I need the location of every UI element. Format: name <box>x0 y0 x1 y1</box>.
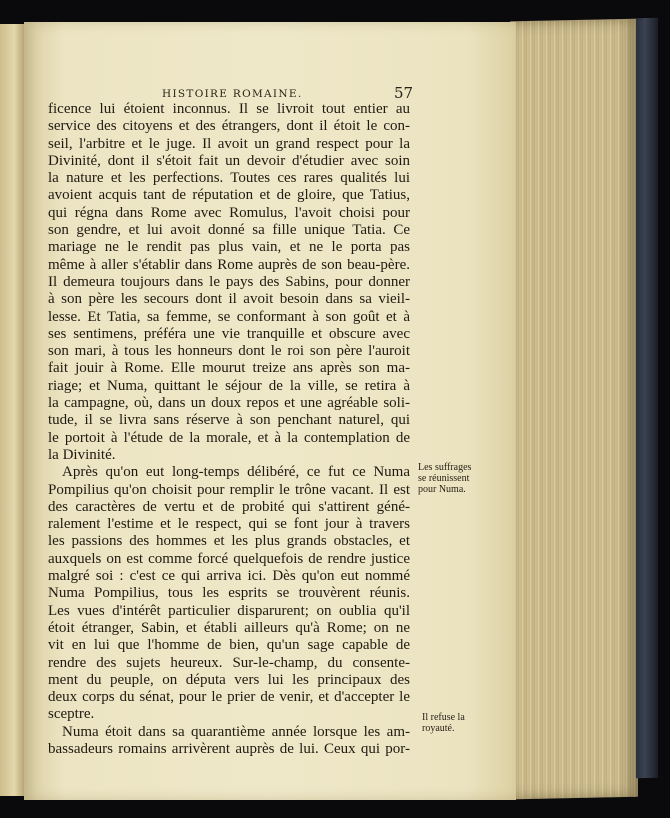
text-line: fait jouir à Rome. Elle mourut treize ans après son ma- <box>48 360 410 377</box>
text-line: sceptre. <box>48 706 95 723</box>
text-line: qui régna dans Rome avec Romulus, l'avoit choisi pour <box>48 204 410 221</box>
text-line: ficence lui étoient inconnus. Il se livroit tout entier au <box>48 101 410 117</box>
text-line: seil, l'arbitre et le juge. Il avoit un grand respect pour la <box>48 135 410 152</box>
text-line: à son père les secours dont il avoit besoin dans sa vieil- <box>48 291 410 308</box>
paragraph-2 <box>48 464 410 723</box>
text-line: ment du peuple, on députa vers lui les principaux des <box>48 671 410 688</box>
text-line: Numa Pompilius, tous les esprits se trouvèrent réunis. <box>48 585 410 602</box>
margin-note-line: se réunissent <box>418 473 470 484</box>
text-line: des caractères de vertu et de probité qui s'attirent géné- <box>48 498 410 515</box>
text-line: la campagne, où, dans un doux repos et une agréable soli- <box>48 395 410 412</box>
text-line: service des citoyens et des étrangers, dont il étoit le con- <box>48 118 410 135</box>
body-text <box>48 101 410 758</box>
margin-note-refuse <box>422 712 482 734</box>
text-line: Divinité, dont il s'étoit fait un devoir d'étudier avec soin <box>48 152 410 169</box>
text-line: rendre des sujets heureux. Sur-le-champ, du consente- <box>48 654 410 671</box>
text-line: Après qu'on eut long-temps délibéré, ce fut ce Numa <box>62 464 410 481</box>
text-line: la Divinité. <box>48 446 116 463</box>
text-line: lesse. Et Tatia, sa femme, se conformant à son goût et à <box>48 308 410 325</box>
text-line: avoient acquis tant de réputation et de gloire, que Tatius, <box>48 187 410 204</box>
book-cover-edge <box>636 18 658 778</box>
left-page-edge <box>0 24 25 796</box>
text-line: Les vues d'intérêt particulier disparurent; on oublia qu'il <box>48 602 410 619</box>
text-line: Numa étoit dans sa quarantième année lorsque les am- <box>62 723 410 740</box>
text-line: Pompilius qu'on choisit pour remplir le trône vacant. Il est <box>48 481 410 498</box>
text-line: bassadeurs romains arrivèrent auprès de lui. Ceux qui por- <box>48 740 410 757</box>
text-line: son mari, à tous les honneurs dont le roi son père l'auroit <box>48 343 410 360</box>
text-line: étoit étranger, Sabin, et établi ailleurs qu'à Rome; on ne <box>48 619 410 636</box>
page-block-edges <box>510 19 638 800</box>
margin-note-suffrages <box>418 462 480 495</box>
margin-note-line: pour Numa. <box>418 484 466 495</box>
margin-note-line: Il refuse la <box>422 712 465 723</box>
page-number: 57 <box>394 84 414 102</box>
text-line: auxquels on est comme forcé quelquefois de rendre justice <box>48 550 410 567</box>
text-line: ralement l'estime et le respect, qui se font jour à travers <box>48 516 410 533</box>
text-line: la nature et les perfections. Toutes ces rares qualités lui <box>48 170 410 187</box>
paragraph-3 <box>48 724 410 759</box>
text-line: tude, il se livra sans réserve à son penchant naturel, qui <box>48 412 410 429</box>
text-line: riage; et Numa, quittant le séjour de la ville, se retira à <box>48 377 410 394</box>
margin-note-line: Les suffrages <box>418 462 472 473</box>
text-line: Il demeura toujours dans le pays des Sabins, pour donner <box>48 273 410 290</box>
margin-note-line: royauté. <box>422 723 455 734</box>
running-title: HISTOIRE ROMAINE. <box>162 88 303 100</box>
text-line: même à aller s'établir dans Rome auprès de son beau-père. <box>48 256 410 273</box>
text-line: deux corps du sénat, pour le prier de venir, et d'accepter le <box>48 689 410 706</box>
text-line: ses sentimens, préféra une vie tranquille et obscure avec <box>48 325 410 342</box>
book-page <box>24 22 516 800</box>
text-line: mariage ne le rendit pas plus vain, et ne le porta pas <box>48 239 410 256</box>
text-line: les passions des hommes et les plus grands obstacles, et <box>48 533 410 550</box>
text-line: son gendre, et lui avoit donné sa fille unique Tatia. Ce <box>48 222 410 239</box>
text-line: malgré soi : c'est ce qui arriva ici. Dès qu'on eut nommé <box>48 568 410 585</box>
text-line: le portoit à l'étude de la morale, et à la contemplation de <box>48 429 410 446</box>
text-line: vit en lui que l'homme de bien, qu'un sage capable de <box>48 637 410 654</box>
paragraph-1 <box>48 101 410 464</box>
